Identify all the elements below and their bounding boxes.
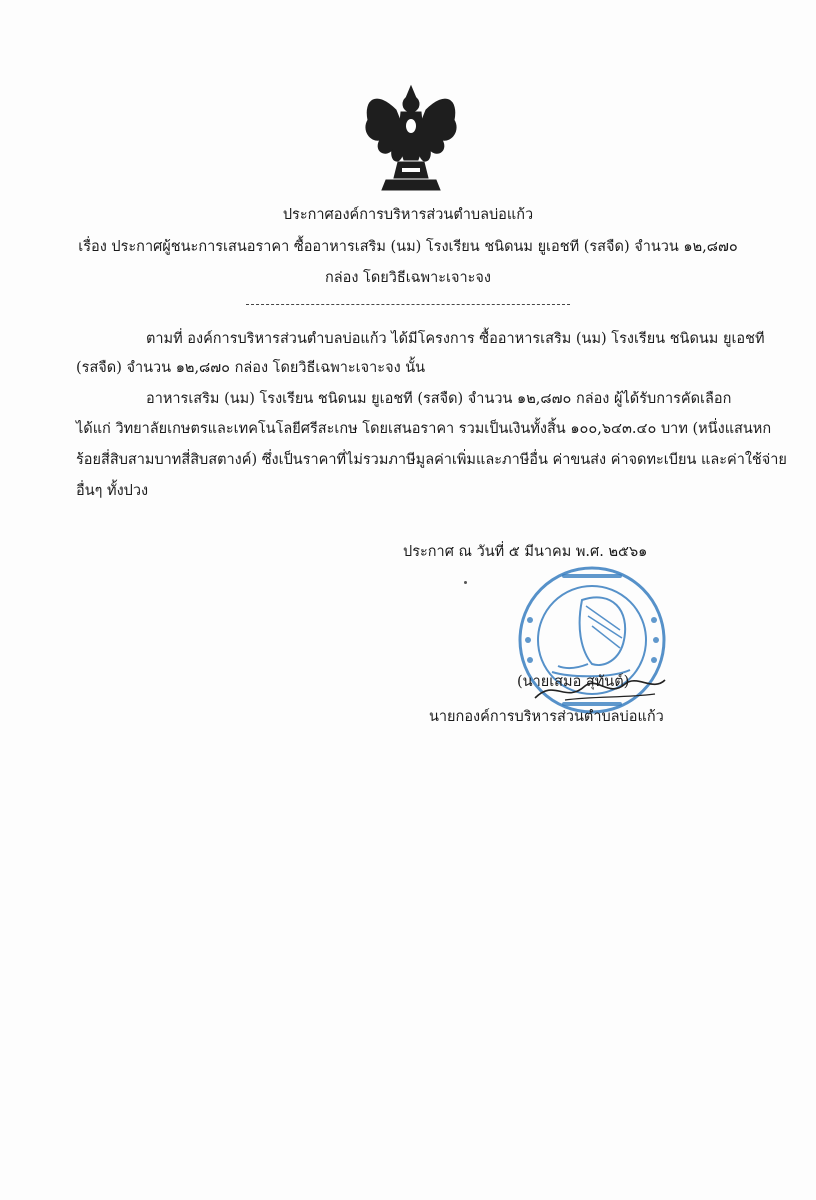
paragraph-2-line-3: ร้อยสี่สิบสามบาทสี่สิบสตางค์) ซึ่งเป็นราคาที่ไม่รวมภาษีมูลค่าเพิ่มและภาษีอื่น ค่าขนส่ง ค่าจดทะเบียน และค่าใช้จ่าย: [76, 452, 787, 468]
paragraph-2-line-4: อื่นๆ ทั้งปวง: [76, 483, 149, 499]
subject-line-2: กล่อง โดยวิธีเฉพาะเจาะจง: [324, 270, 492, 286]
signer-title: นายกองค์การบริหารส่วนตำบลบ่อแก้ว: [429, 709, 664, 725]
paragraph-1-line-1: ตามที่ องค์การบริหารส่วนตำบลบ่อแก้ว ได้มีโครงการ ซื้ออาหารเสริม (นม) โรงเรียน ชนิดนม ยูเอชที: [146, 331, 765, 347]
header-divider: [246, 304, 570, 305]
paragraph-2-line-2: ได้แก่ วิทยาลัยเกษตรและเทคโนโลยีศรีสะเกษ โดยเสนอราคา รวมเป็นเงินทั้งสิ้น ๑๐๐,๖๔๓.๔๐ บาท (หนึ่งแสนหก: [76, 421, 772, 437]
subject-line-1: เรื่อง ประกาศผู้ชนะการเสนอราคา ซื้ออาหารเสริม (นม) โรงเรียน ชนิดนม ยูเอชที (รสจืด) จำนวน ๑๒,๘๗๐: [78, 239, 738, 255]
announcement-title: ประกาศองค์การบริหารส่วนตำบลบ่อแก้ว: [282, 207, 534, 223]
ink-dot: [464, 581, 467, 584]
paragraph-2-line-1: อาหารเสริม (นม) โรงเรียน ชนิดนม ยูเอชที (รสจืด) จำนวน ๑๒,๘๗๐ กล่อง ผู้ได้รับการคัดเลือก: [146, 391, 732, 407]
garuda-emblem-icon: [356, 80, 466, 198]
signer-name: (นายเสมอ สุทันต์): [517, 674, 630, 690]
paragraph-1-line-2: (รสจืด) จำนวน ๑๒,๘๗๐ กล่อง โดยวิธีเฉพาะเจาะจง นั้น: [76, 360, 426, 376]
announce-date: ประกาศ ณ วันที่ ๕ มีนาคม พ.ศ. ๒๕๖๑: [403, 544, 648, 560]
